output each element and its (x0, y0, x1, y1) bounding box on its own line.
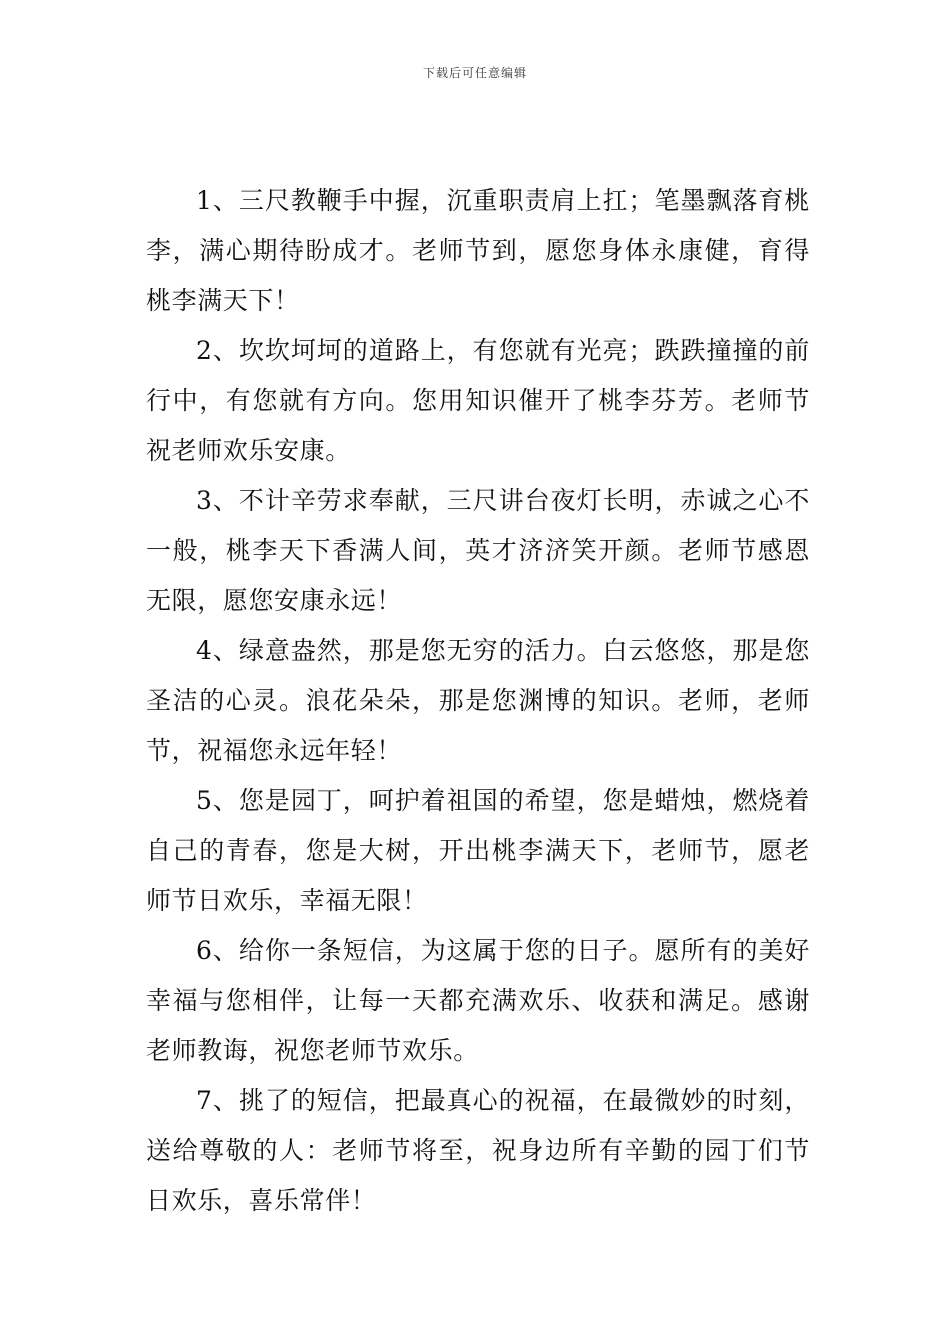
document-body (146, 176, 810, 1226)
paragraph-7: 7、挑了的短信，把最真心的祝福，在最微妙的时刻，送给尊敬的人：老师节将至，祝身边所有辛勤的园丁们节日欢乐，喜乐常伴！ (146, 1086, 810, 1215)
paragraph-3: 3、不计辛劳求奉献，三尺讲台夜灯长明，赤诚之心不一般，桃李天下香满人间，英才济济笑开颜。老师节感恩无限，愿您安康永远！ (146, 486, 810, 615)
paragraph-4: 4、绿意盎然，那是您无穷的活力。白云悠悠，那是您圣洁的心灵。浪花朵朵，那是您渊博的知识。老师，老师节，祝福您永远年轻！ (146, 636, 810, 765)
paragraph-2: 2、坎坎坷坷的道路上，有您就有光亮；跌跌撞撞的前行中，有您就有方向。您用知识催开了桃李芬芳。老师节祝老师欢乐安康。 (146, 336, 810, 465)
paragraph-1: 1、三尺教鞭手中握，沉重职责肩上扛；笔墨飘落育桃李，满心期待盼成才。老师节到，愿您身体永康健，育得桃李满天下！ (146, 186, 810, 315)
paragraph-6: 6、给你一条短信，为这属于您的日子。愿所有的美好幸福与您相伴，让每一天都充满欢乐、收获和满足。感谢老师教诲，祝您老师节欢乐。 (146, 936, 810, 1065)
paragraph-5: 5、您是园丁，呵护着祖国的希望，您是蜡烛，燃烧着自己的青春，您是大树，开出桃李满天下，老师节，愿老师节日欢乐，幸福无限！ (146, 786, 810, 915)
header-note: 下载后可任意编辑 (422, 66, 527, 80)
